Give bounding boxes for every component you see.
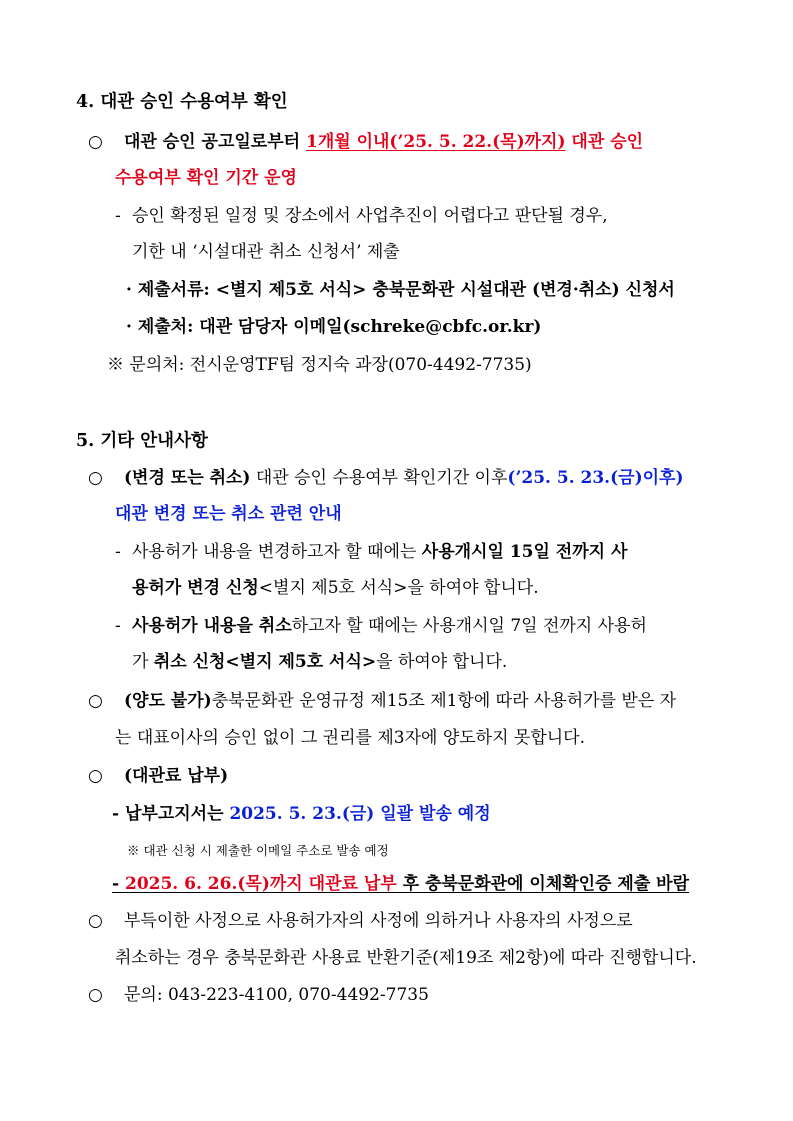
fee-sub-1-b: 2025. 5. 23.(금) 일괄 발송 예정 [229,804,491,824]
transfer-item-line-2: 는 대표이사의 승인 없이 그 권리를 제3자에 양도하지 못합니다. [115,728,585,748]
change-sub-2 [115,614,647,638]
fee-sub-2-c: 후 충북문화관에 이체확인증 제출 바람 [396,874,690,894]
contact-info: ※ 문의처: 전시운영TF팀 정지숙 과장(070-4492-7735) [107,355,532,375]
inquiry-text: 문의: 043-223-4100, 070-4492-7735 [124,985,429,1005]
transfer-text: 충북문화관 운영규정 제15조 제1항에 따라 사용허가를 받은 자 [211,691,677,711]
transfer-label: (양도 불가) [124,691,212,711]
change-date: (’25. 5. 23.(금)이후) [507,468,684,488]
section-4-item-1-line-2: 수용여부 확인 기간 운영 [115,168,297,188]
refund-line-1: 부득이한 사정으로 사용허가자의 사정에 의하거나 사용자의 사정으로 [124,911,633,931]
submission-destination: · 제출처: 대관 담당자 이메일(schreke@cbfc.or.kr) [126,317,542,337]
change-sub-1-text-b: 사용개시일 15일 전까지 사 [421,542,628,562]
circle-bullet-icon: ○ [88,468,103,488]
sub-1-line-1: 승인 확정된 일정 및 장소에서 사업추진이 어렵다고 판단될 경우, [132,206,608,226]
fee-sub-2-b: 2025. 6. 26.(목)까지 대관료 납부 [124,874,397,894]
section-4-title: 4. 대관 승인 수용여부 확인 [76,92,288,112]
inquiry-item [88,983,429,1007]
dash-bullet: - [115,542,121,562]
change-sub-2-text-b: 하고자 할 때에는 사용개시일 7일 전까지 사용허 [291,616,647,636]
circle-bullet-icon: ○ [88,985,103,1005]
circle-bullet-icon: ○ [88,766,103,786]
change-sub-2-l2-a: 가 [132,652,154,672]
change-sub-1-text-a: 사용허가 내용을 변경하고자 할 때에는 [132,542,422,562]
circle-bullet-icon: ○ [88,911,103,931]
item-1-text-c: 대관 승인 [565,132,644,152]
change-sub-1-l2-b: <별지 제5호 서식>을 하여야 합니다. [258,578,539,598]
change-sub-2-line-2 [132,650,507,674]
fee-title: (대관료 납부) [124,766,229,786]
change-sub-1 [115,540,627,564]
fee-sub-1 [112,802,491,826]
submission-documents: · 제출서류: <별지 제5호 서식> 충북문화관 시설대관 (변경·취소) 신청서 [126,280,675,300]
section-4-sub-1-line-2: 기한 내 ‘시설대관 취소 신청서’ 제출 [132,242,400,262]
refund-item [88,909,633,933]
change-sub-2-l2-b: 취소 신청<별지 제5호 서식> [153,652,377,672]
dash-bullet: - [115,616,121,636]
change-sub-1-l2-a: 용허가 변경 신청 [132,578,259,598]
refund-line-2: 취소하는 경우 충북문화관 사용료 반환기준(제19조 제2항)에 따라 진행합니다. [115,948,697,968]
change-text: 대관 승인 수용여부 확인기간 이후 [250,468,508,488]
dash-bullet: - [115,206,121,226]
change-sub-2-l2-c: 을 하여야 합니다. [376,652,508,672]
fee-sub-1-a: - 납부고지서는 [112,804,230,824]
section-4-sub-1 [115,204,608,228]
change-sub-1-line-2 [132,576,539,600]
fee-sub-2 [112,872,689,896]
circle-bullet-icon: ○ [88,691,103,711]
circle-bullet-icon: ○ [88,132,103,152]
fee-note: ※ 대관 신청 시 제출한 이메일 주소로 발송 예정 [127,843,389,858]
change-sub-2-text-a: 사용허가 내용을 취소 [132,616,292,636]
item-1-text-a: 대관 승인 공고일로부터 [124,132,306,152]
fee-sub-2-a: - [112,874,125,894]
change-label: (변경 또는 취소) [124,468,251,488]
transfer-item [88,689,676,713]
fee-item [88,764,228,788]
section-4-item-1 [88,130,643,154]
section-5-title: 5. 기타 안내사항 [76,431,208,451]
change-item [88,466,684,490]
change-item-line-2: 대관 변경 또는 취소 관련 안내 [115,504,342,524]
item-1-deadline: 1개월 이내(’25. 5. 22.(목)까지) [305,132,566,152]
